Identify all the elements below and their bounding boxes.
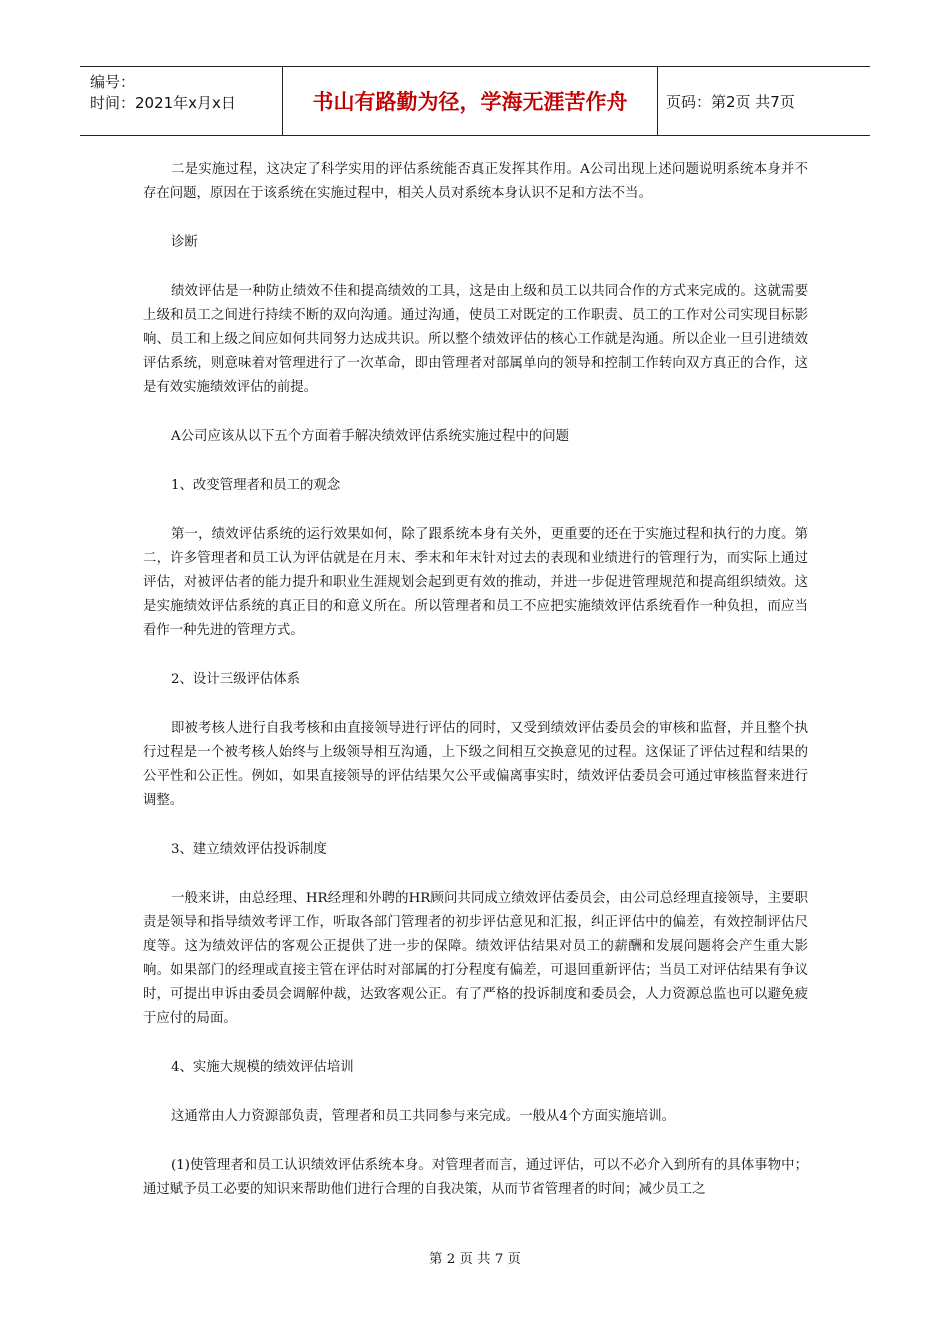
document-body — [143, 158, 808, 1227]
section-heading: 诊断 — [171, 235, 198, 250]
paragraph: 二是实施过程，这决定了科学实用的评估系统能否真正发挥其作用。A公司出现上述问题说明系统本身并不存在问题，原因在于该系统在实施过程中，相关人员对系统本身认识不足和方法不当。 — [143, 162, 808, 201]
paragraph: (1)使管理者和员工认识绩效评估系统本身。对管理者而言，通过评估，可以不必介入到所有的具体事物中；通过赋予员工必要的知识来帮助他们进行合理的自我决策，从而节省管理者的时间；减少员工之 — [143, 1158, 808, 1197]
header-meta — [80, 67, 283, 135]
section-heading: A公司应该从以下五个方面着手解决绩效评估系统实施过程中的问题 — [171, 429, 569, 444]
section-heading: 4、实施大规模的绩效评估培训 — [171, 1060, 354, 1075]
paragraph: 绩效评估是一种防止绩效不佳和提高绩效的工具，这是由上级和员工以共同合作的方式来完成的。这就需要上级和员工之间进行持续不断的双向沟通。通过沟通，使员工对既定的工作职责、员工的工作对公司实现目标影响、员工和上级之间应如何共同努力达成共识。所以整个绩效评估的核心工作就是沟通。所以企业一旦引进绩效评估系统，则意味着对管理进行了一次革命，即由管理者对部属单向的领导和控制工作转向双方真正的合作，这是有效实施绩效评估的前提。 — [143, 284, 808, 395]
document-number-label: 编号： — [90, 73, 136, 91]
page-footer: 第 2 页 共 7 页 — [429, 1252, 521, 1267]
document-time-label: 时间：2021年x月x日 — [90, 94, 236, 112]
section-heading: 1、改变管理者和员工的观念 — [171, 478, 341, 493]
header-page-info: 页码：第2页 共7页 — [666, 92, 795, 111]
paragraph: 一般来讲，由总经理、HR经理和外聘的HR顾问共同成立绩效评估委员会，由公司总经理直接领导，主要职责是领导和指导绩效考评工作，听取各部门管理者的初步评估意见和汇报，纠正评估中的偏差，有效控制评估尺度等。这为绩效评估的客观公正提供了进一步的保障。绩效评估结果对员工的薪酬和发展问题将会产生重大影响。如果部门的经理或直接主管在评估时对部属的打分程度有偏差，可退回重新评估；当员工对评估结果有争议时，可提出申诉由委员会调解仲裁，达致客观公正。有了严格的投诉制度和委员会，人力资源总监也可以避免疲于应付的局面。 — [143, 891, 808, 1026]
paragraph: 即被考核人进行自我考核和由直接领导进行评估的同时，又受到绩效评估委员会的审核和监督，并且整个执行过程是一个被考核人始终与上级领导相互沟通，上下级之间相互交换意见的过程。这保证了评估过程和结果的公平性和公正性。例如，如果直接领导的评估结果欠公平或偏离事实时，绩效评估委员会可通过审核监督来进行调整。 — [143, 721, 808, 808]
paragraph: 第一，绩效评估系统的运行效果如何，除了跟系统本身有关外，更重要的还在于实施过程和执行的力度。第二，许多管理者和员工认为评估就是在月末、季末和年末针对过去的表现和业绩进行的管理行为，而实际上通过评估，对被评估者的能力提升和职业生涯规划会起到更有效的推动，并进一步促进管理规范和提高组织绩效。这是实施绩效评估系统的真正目的和意义所在。所以管理者和员工不应把实施绩效评估系统看作一种负担，而应当看作一种先进的管理方式。 — [143, 527, 808, 638]
paragraph: 这通常由人力资源部负责，管理者和员工共同参与来完成。一般从4个方面实施培训。 — [171, 1109, 675, 1124]
header-motto: 书山有路勤为径，学海无涯苦作舟 — [283, 67, 658, 135]
section-heading: 3、建立绩效评估投诉制度 — [171, 842, 327, 857]
document-header — [80, 66, 870, 136]
section-heading: 2、设计三级评估体系 — [171, 672, 301, 687]
